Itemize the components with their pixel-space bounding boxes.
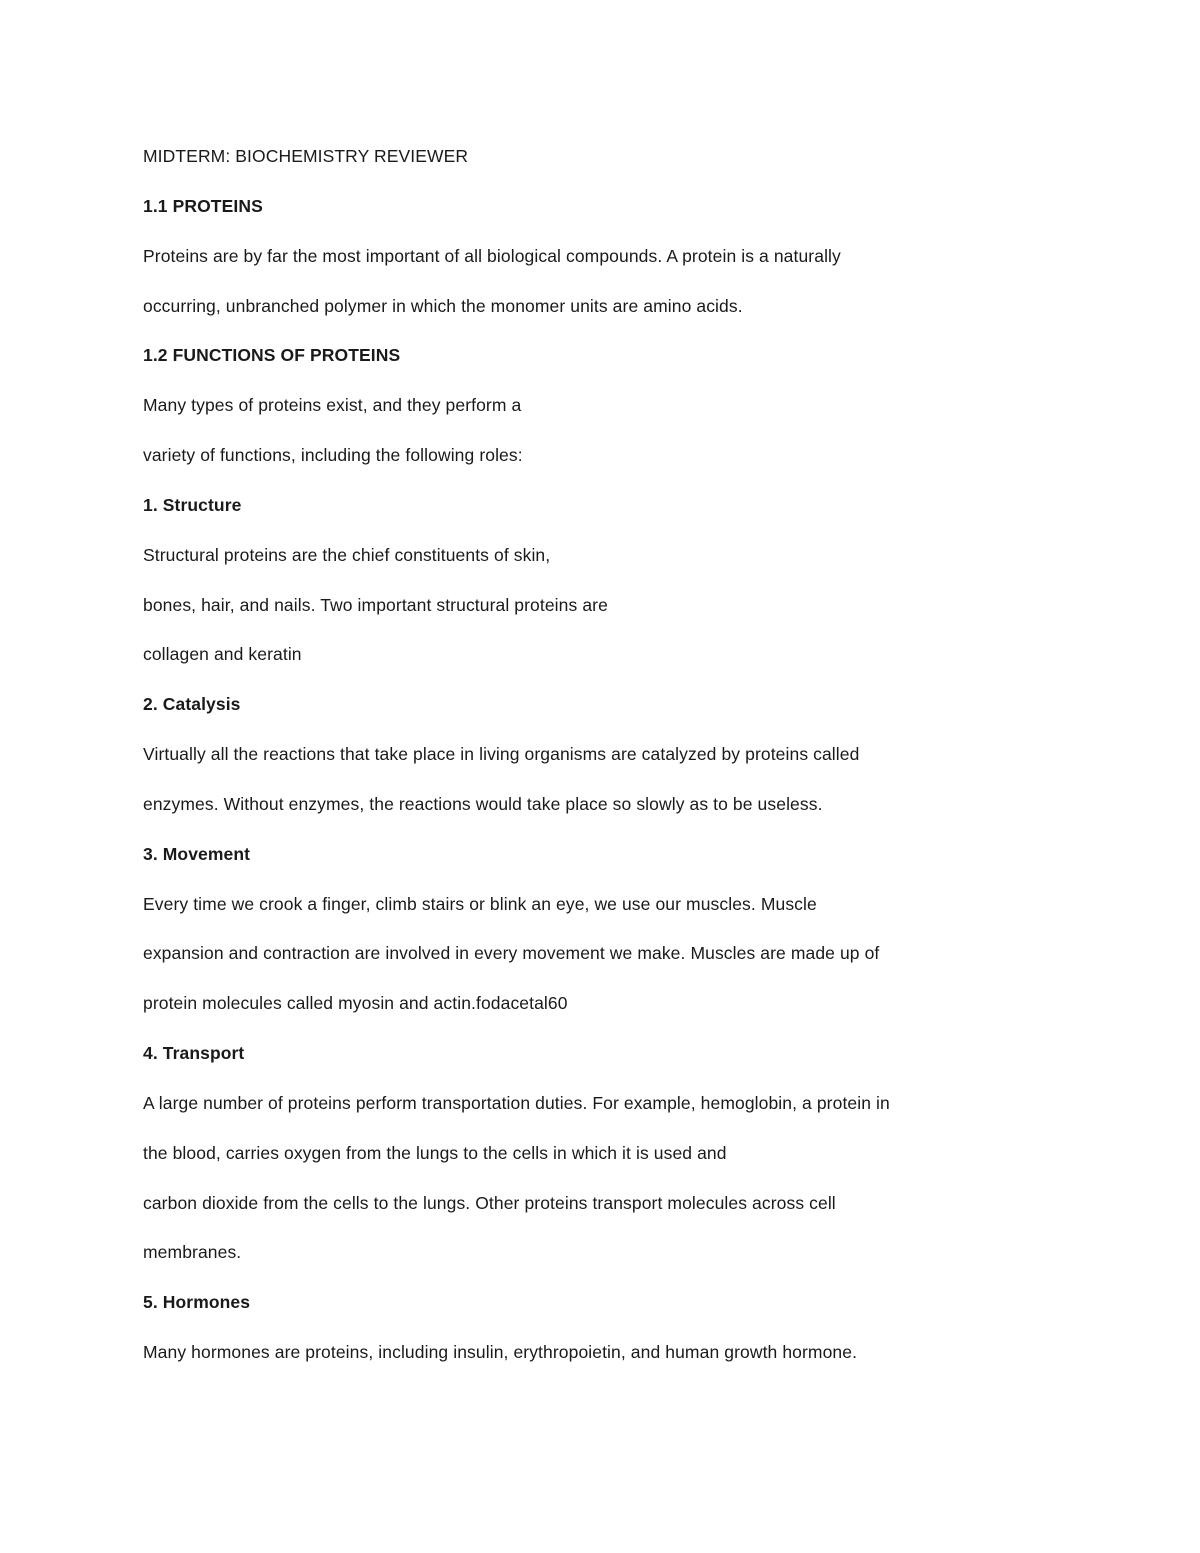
body-text-line: expansion and contraction are involved in every movement we make. Muscles are made up of: [143, 943, 880, 964]
section-heading: 1. Structure: [143, 494, 242, 515]
body-text-line: Many hormones are proteins, including insulin, erythropoietin, and human growth hormone.: [143, 1342, 858, 1363]
section-heading: 4. Transport: [143, 1043, 245, 1064]
body-text-line: variety of functions, including the following roles:: [143, 445, 523, 466]
body-text-line: Every time we crook a finger, climb stairs or blink an eye, we use our muscles. Muscle: [143, 893, 817, 914]
document-title: MIDTERM: BIOCHEMISTRY REVIEWER: [143, 146, 469, 166]
body-text-line: protein molecules called myosin and actin.fodacetal60: [143, 993, 568, 1014]
section-heading: 2. Catalysis: [143, 694, 241, 715]
body-text-line: Virtually all the reactions that take place in living organisms are catalyzed by proteins called: [143, 744, 860, 765]
body-text-line: bones, hair, and nails. Two important structural proteins are: [143, 594, 608, 615]
body-text-line: Many types of proteins exist, and they perform a: [143, 395, 522, 416]
section-heading: 1.2 FUNCTIONS OF PROTEINS: [143, 345, 401, 366]
body-text-line: carbon dioxide from the cells to the lungs. Other proteins transport molecules across cell: [143, 1192, 836, 1213]
body-text-line: collagen and keratin: [143, 644, 302, 665]
body-text-line: Structural proteins are the chief constituents of skin,: [143, 544, 551, 565]
body-text-line: membranes.: [143, 1242, 242, 1263]
section-heading: 3. Movement: [143, 843, 251, 864]
section-heading: 5. Hormones: [143, 1292, 251, 1313]
body-text-line: the blood, carries oxygen from the lungs to the cells in which it is used and: [143, 1142, 727, 1163]
body-text-line: A large number of proteins perform transportation duties. For example, hemoglobin, a protein in: [143, 1092, 890, 1113]
body-text-line: occurring, unbranched polymer in which the monomer units are amino acids.: [143, 295, 743, 316]
body-text-line: Proteins are by far the most important of all biological compounds. A protein is a naturally: [143, 245, 841, 266]
section-heading: 1.1 PROTEINS: [143, 196, 263, 216]
body-text-line: enzymes. Without enzymes, the reactions would take place so slowly as to be useless.: [143, 793, 823, 814]
